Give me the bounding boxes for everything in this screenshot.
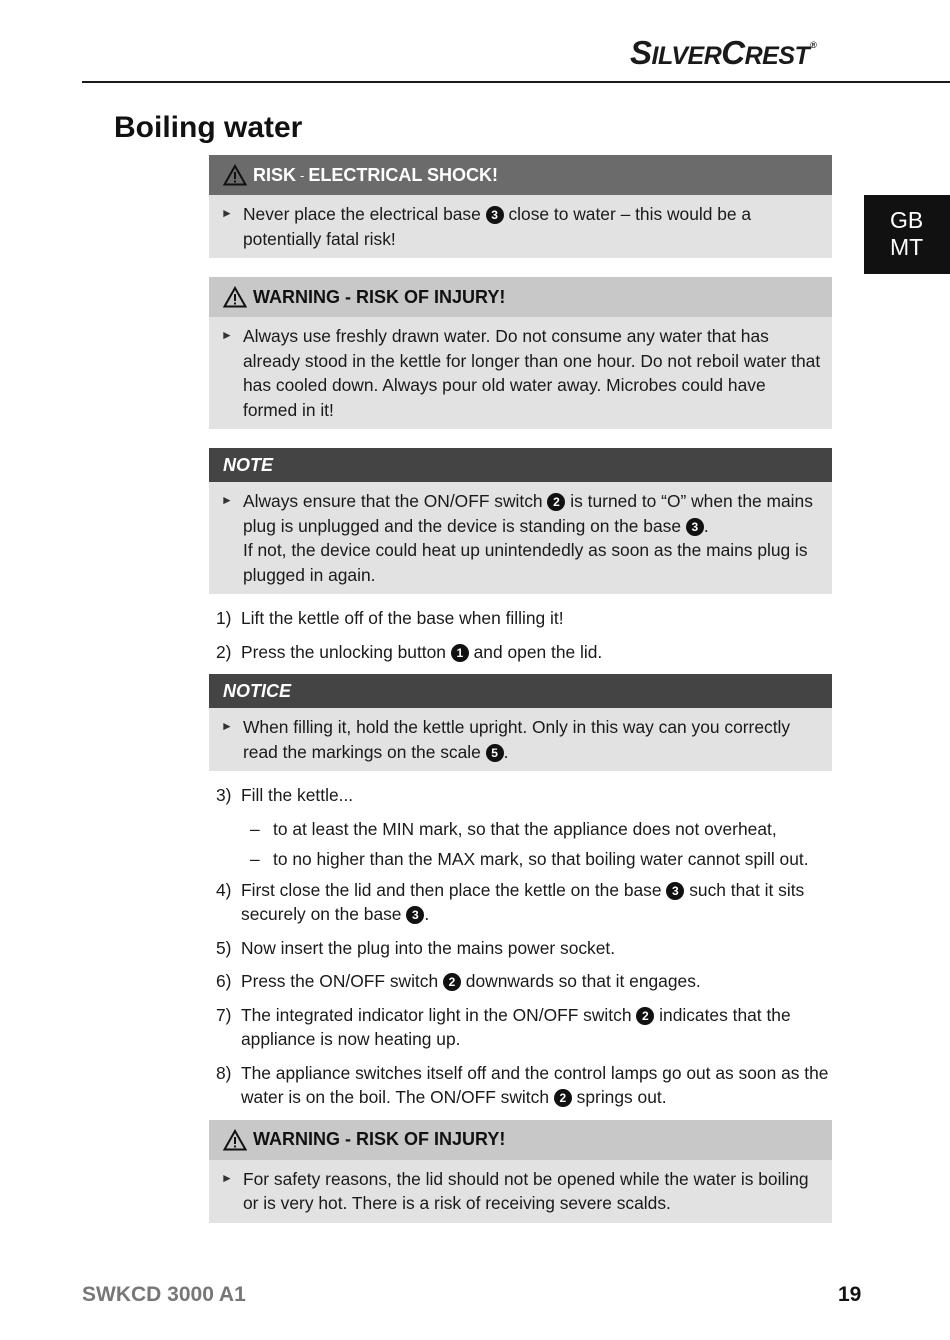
step-item: 3) Fill the kettle... bbox=[216, 785, 354, 805]
page-title: Boiling water bbox=[114, 111, 303, 144]
notice-text: When filling it, hold the kettle upright. Only in this way can you correctly read the markings on the scale 5 . bbox=[243, 717, 791, 762]
arrow-bullet-icon: ► bbox=[221, 328, 233, 342]
part-number-badge: 3 bbox=[486, 206, 504, 224]
step-item: 8) The appliance switches itself off and the control lamps go out as soon as the water is on the boil. The ON/OFF switch 2 springs out. bbox=[216, 1062, 829, 1107]
list-item: – to no higher than the MAX mark, so that boiling water cannot spill out. bbox=[250, 849, 809, 869]
arrow-bullet-icon: ► bbox=[221, 206, 233, 220]
warning-box-header bbox=[209, 277, 832, 317]
language-code-1: GB bbox=[890, 207, 924, 233]
step-item: 6) Press the ON/OFF switch 2 downwards so that it engages. bbox=[216, 971, 701, 991]
part-number-badge: 3 bbox=[406, 906, 424, 924]
warning-box-body bbox=[209, 1160, 832, 1223]
footer-model-number: SWKCD 3000 A1 bbox=[82, 1283, 246, 1306]
list-item: – to at least the MIN mark, so that the appliance does not overheat, bbox=[250, 818, 777, 839]
step-item: 1) Lift the kettle off of the base when filling it! bbox=[216, 608, 564, 628]
part-number-badge: 2 bbox=[443, 973, 461, 991]
note-heading: NOTE bbox=[223, 454, 274, 475]
notice-box-body bbox=[209, 708, 832, 771]
brand-logo: SILVERCREST® bbox=[630, 34, 817, 71]
warning-text: For safety reasons, the lid should not be opened while the water is boiling or is very hot. There is a risk of receiving severe scalds. bbox=[243, 1168, 809, 1213]
step-item: 7) The integrated indicator light in the ON/OFF switch 2 indicates that the appliance is now heating up. bbox=[216, 1004, 791, 1049]
main-content bbox=[209, 155, 832, 1242]
note-box-header bbox=[209, 448, 832, 482]
notice-heading: NOTICE bbox=[223, 680, 292, 701]
header-rule bbox=[82, 81, 950, 83]
part-number-badge: 2 bbox=[547, 493, 565, 511]
part-number-badge: 2 bbox=[636, 1007, 654, 1025]
warning-text: Always use freshly drawn water. Do not consume any water that has already stood in the kettle for longer than one hour. Do not reboil water that has cooled down. Always pour old water away. Microbes could have formed in it! bbox=[243, 326, 821, 420]
part-number-badge: 3 bbox=[666, 882, 684, 900]
risk-box bbox=[209, 155, 832, 258]
warning-box-body bbox=[209, 317, 832, 429]
part-number-badge: 1 bbox=[451, 644, 469, 662]
note-box bbox=[209, 448, 832, 594]
warning-triangle-icon bbox=[223, 164, 247, 186]
step-item: 4) First close the lid and then place the kettle on the base 3 such that it sits securely on the base 3 . bbox=[216, 879, 805, 924]
page-number: 19 bbox=[838, 1283, 862, 1306]
part-number-badge: 5 bbox=[486, 744, 504, 762]
warning-box bbox=[209, 1120, 832, 1223]
notice-box-header bbox=[209, 674, 832, 708]
language-tab bbox=[864, 195, 950, 274]
step-item: 5) Now insert the plug into the mains power socket. bbox=[216, 937, 616, 958]
arrow-bullet-icon: ► bbox=[221, 1170, 233, 1185]
note-text: Always ensure that the ON/OFF switch 2 is turned to “O” when the mains plug is unplugged and the device is standing on the base 3 . If not, the device could heat up unintendedly as soon as the mains plug is plugged in again. bbox=[243, 491, 813, 585]
note-box-body bbox=[209, 482, 832, 594]
arrow-bullet-icon: ► bbox=[221, 493, 233, 507]
language-code-2: MT bbox=[890, 234, 924, 260]
arrow-bullet-icon: ► bbox=[221, 719, 233, 733]
warning-box bbox=[209, 277, 832, 429]
warning-heading: WARNING - RISK OF INJURY! bbox=[253, 286, 506, 307]
warning-heading: WARNING - RISK OF INJURY! bbox=[253, 1129, 506, 1149]
risk-text: Never place the electrical base 3 close to water – this would be a potentially fatal risk! bbox=[243, 204, 752, 249]
part-number-badge: 2 bbox=[554, 1089, 572, 1107]
risk-heading-sub: ELECTRICAL SHOCK! bbox=[308, 164, 499, 185]
risk-box-body bbox=[209, 195, 832, 258]
notice-box bbox=[209, 674, 832, 771]
warning-triangle-icon bbox=[223, 286, 247, 308]
step-item: 2) Press the unlocking button 1 and open the lid. bbox=[216, 641, 603, 662]
risk-heading: RISK bbox=[253, 164, 297, 185]
warning-box-header bbox=[209, 1120, 832, 1160]
warning-triangle-icon bbox=[223, 1129, 247, 1151]
part-number-badge: 3 bbox=[686, 518, 704, 536]
risk-box-header: RISK - ELECTRICAL SHOCK! bbox=[209, 155, 832, 195]
